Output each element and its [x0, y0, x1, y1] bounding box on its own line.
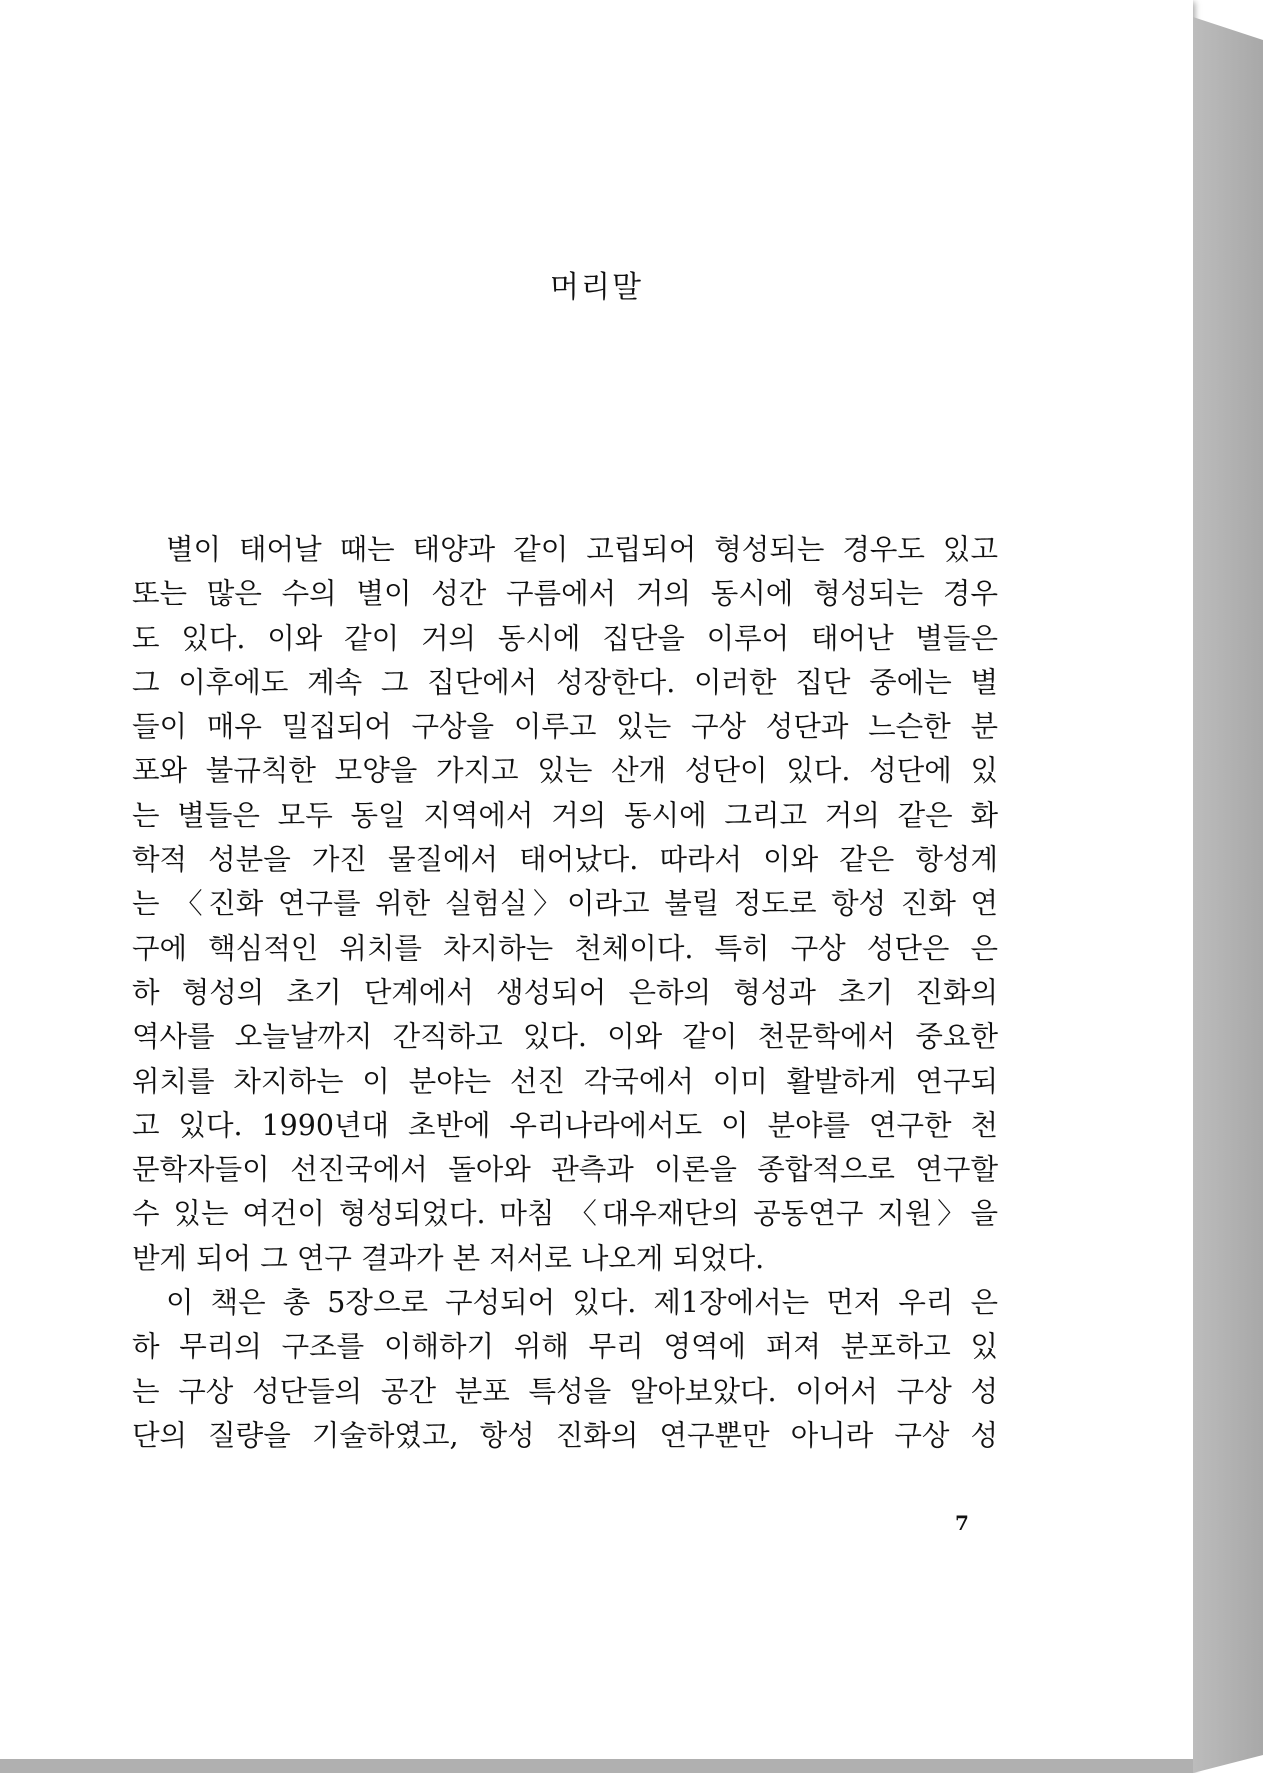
- text-line: 는 〈진화 연구를 위한 실험실〉이라고 불릴 정도로 항성 진화 연: [132, 887, 998, 921]
- text-line: 고 있다. 1990년대 초반에 우리나라에서도 이 분야를 연구한 천: [132, 1108, 998, 1142]
- text-line: 들이 매우 밀집되어 구상을 이루고 있는 구상 성단과 느슨한 분: [132, 710, 998, 744]
- text-line: 단의 질량을 기술하였고, 항성 진화의 연구뿐만 아니라 구상 성: [132, 1418, 998, 1452]
- text-line: 또는 많은 수의 별이 성간 구름에서 거의 동시에 형성되는 경우: [132, 577, 998, 611]
- paragraph-2: [132, 1281, 998, 1458]
- text-line: 포와 불규칙한 모양을 가지고 있는 산개 성단이 있다. 성단에 있: [132, 754, 998, 788]
- book-edge-bottom: [0, 1759, 1193, 1773]
- text-line: 이 책은 총 5장으로 구성되어 있다. 제1장에서는 먼저 우리 은: [166, 1286, 998, 1320]
- text-line: 문학자들이 선진국에서 돌아와 관측과 이론을 종합적으로 연구할: [132, 1153, 998, 1187]
- text-line: 받게 되어 그 연구 결과가 본 저서로 나오게 되었다.: [132, 1241, 765, 1275]
- text-line: 는 별들은 모두 동일 지역에서 거의 동시에 그리고 거의 같은 화: [132, 798, 998, 832]
- text-line: 하 무리의 구조를 이해하기 위해 무리 영역에 퍼져 분포하고 있: [132, 1330, 998, 1364]
- page-number: 7: [955, 1511, 969, 1535]
- text-line: 그 이후에도 계속 그 집단에서 성장한다. 이러한 집단 중에는 별: [132, 665, 998, 699]
- text-line: 별이 태어날 때는 태양과 같이 고립되어 형성되는 경우도 있고: [166, 533, 998, 566]
- text-line: 구에 핵심적인 위치를 차지하는 천체이다. 특히 구상 성단은 은: [132, 931, 998, 965]
- text-line: 도 있다. 이와 같이 거의 동시에 집단을 이루어 태어난 별들은: [132, 621, 998, 655]
- text-line: 하 형성의 초기 단계에서 생성되어 은하의 형성과 초기 진화의: [132, 975, 998, 1009]
- text-line: 학적 성분을 가진 물질에서 태어났다. 따라서 이와 같은 항성계: [132, 843, 998, 877]
- book-edge-right: [1193, 17, 1263, 1773]
- page-title: 머리말: [550, 270, 643, 305]
- paragraph-1: [132, 528, 998, 1281]
- text-line: 위치를 차지하는 이 분야는 선진 각국에서 이미 활발하게 연구되: [132, 1064, 998, 1098]
- text-line: 수 있는 여건이 형성되었다. 마침 〈대우재단의 공동연구 지원〉을: [132, 1197, 998, 1231]
- body-text: [132, 528, 998, 1458]
- text-line: 는 구상 성단들의 공간 분포 특성을 알아보았다. 이어서 구상 성: [132, 1374, 998, 1408]
- text-line: 역사를 오늘날까지 간직하고 있다. 이와 같이 천문학에서 중요한: [132, 1020, 998, 1054]
